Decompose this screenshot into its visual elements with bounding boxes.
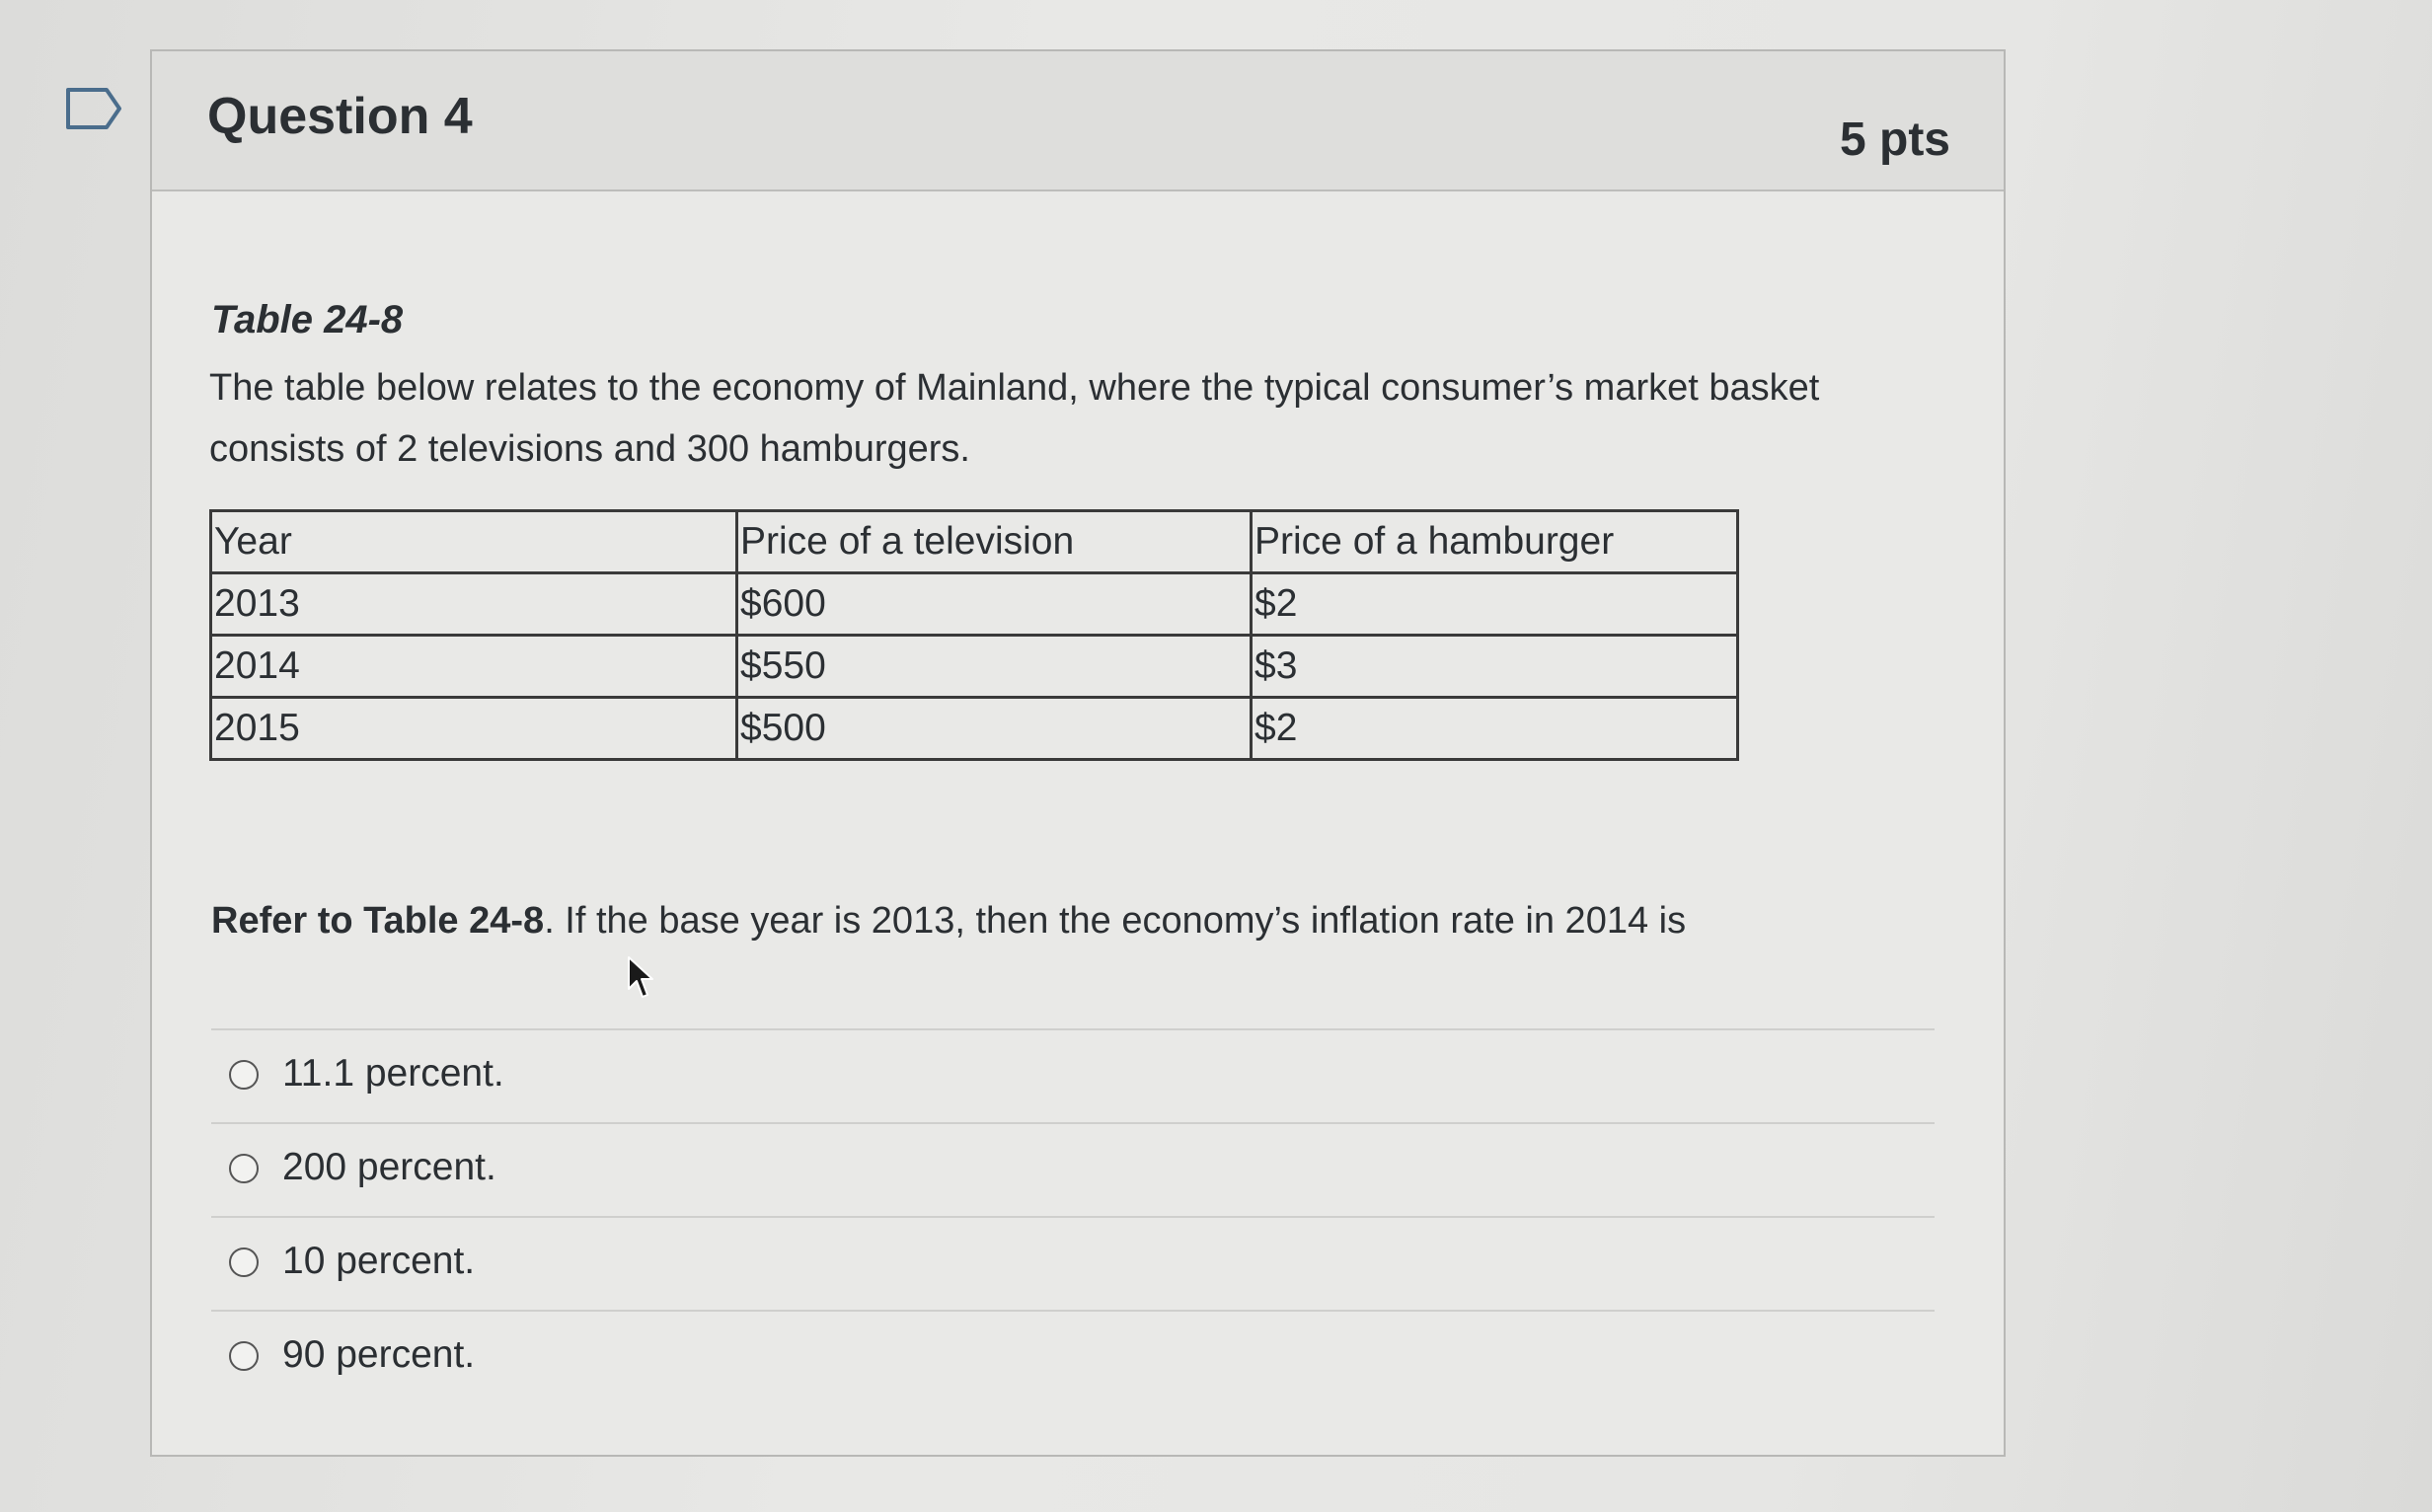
table-cell: 2014: [211, 636, 737, 698]
table-cell: $2: [1252, 573, 1738, 636]
answer-option[interactable]: [211, 1122, 1935, 1216]
table-cell: $2: [1252, 698, 1738, 760]
answer-option[interactable]: [211, 1216, 1935, 1310]
question-card: [150, 49, 2006, 1457]
question-title: Question 4: [207, 88, 473, 145]
table-header-cell: Price of a television: [737, 511, 1252, 573]
table-cell: $600: [737, 573, 1252, 636]
table-cell: 2013: [211, 573, 737, 636]
answer-label[interactable]: 10 percent.: [282, 1240, 476, 1282]
question-intro: The table below relates to the economy of Mainland, where the typical consumer’s market basket consists of 2 televisions and 300 hamburgers.: [209, 367, 1820, 470]
radio-button[interactable]: [229, 1341, 259, 1371]
answer-label[interactable]: 11.1 percent.: [282, 1052, 504, 1095]
mouse-pointer-icon: [627, 955, 656, 1001]
prompt-reference: Refer to Table 24-8: [211, 900, 545, 942]
table-caption: Table 24-8: [211, 298, 404, 341]
table-cell: $550: [737, 636, 1252, 698]
answer-label[interactable]: 200 percent.: [282, 1146, 496, 1188]
table-header-row: [211, 511, 1738, 573]
table-row: [211, 573, 1738, 636]
table-cell: $500: [737, 698, 1252, 760]
table-row: [211, 698, 1738, 760]
question-prompt: [211, 900, 1968, 943]
radio-button[interactable]: [229, 1247, 259, 1277]
question-header: [152, 51, 2004, 191]
answer-option[interactable]: [211, 1310, 1935, 1403]
radio-button[interactable]: [229, 1060, 259, 1090]
flag-question-icon[interactable]: [65, 87, 122, 130]
table-row: [211, 636, 1738, 698]
prompt-text: . If the base year is 2013, then the economy’s inflation rate in 2014 is: [544, 900, 1687, 942]
table-cell: $3: [1252, 636, 1738, 698]
radio-button[interactable]: [229, 1154, 259, 1183]
table-header-cell: Price of a hamburger: [1252, 511, 1738, 573]
answer-option[interactable]: [211, 1028, 1935, 1122]
table-header-cell: Year: [211, 511, 737, 573]
answer-list: [211, 1028, 1935, 1403]
answer-label[interactable]: 90 percent.: [282, 1333, 476, 1376]
price-table: [209, 509, 1739, 761]
question-points: 5 pts: [1839, 113, 1950, 166]
table-cell: 2015: [211, 698, 737, 760]
